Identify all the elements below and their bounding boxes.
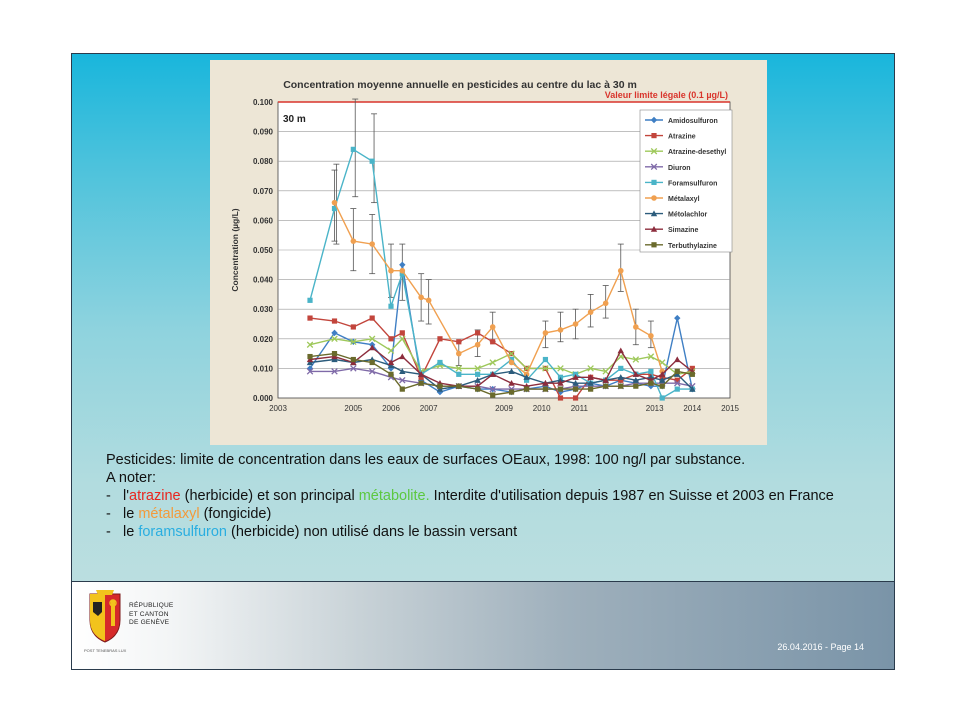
x-tick-label: 2007: [419, 404, 438, 413]
data-point-terbuthylazine: [370, 360, 375, 365]
notes-line-limit: Pesticides: limite de concentration dans les eaux de surfaces OEaux, 1998: 100 ng/l par substance.: [106, 452, 746, 468]
legend-label-atrazine-desethyl: Atrazine-desethyl: [668, 149, 727, 157]
data-point-foramsulfuron: [618, 366, 623, 371]
x-tick-label: 2013: [645, 404, 664, 413]
data-point-terbuthylazine: [475, 387, 480, 392]
y-tick-label: 0.100: [252, 98, 273, 107]
data-point-metalaxyl: [400, 268, 406, 274]
data-point-terbuthylazine: [633, 384, 638, 389]
y-tick-label: 0.020: [252, 334, 273, 344]
data-point-atrazine: [388, 336, 393, 341]
x-tick-label: 2006: [382, 404, 400, 413]
x-tick-label: 2003: [269, 404, 287, 413]
data-point-terbuthylazine: [351, 357, 356, 362]
highlight-atrazine: atrazine: [129, 488, 181, 504]
note-item-text: [123, 505, 271, 523]
y-tick-label: 0.030: [252, 305, 273, 315]
note-item-text: [123, 523, 517, 541]
data-point-foramsulfuron: [648, 369, 653, 374]
data-point-foramsulfuron: [351, 147, 356, 152]
data-point-atrazine: [400, 330, 405, 335]
data-point-atrazine: [490, 339, 495, 344]
footer: [72, 581, 894, 669]
note-text: (fongicide): [199, 506, 272, 522]
depth-label: 30 m: [283, 114, 306, 125]
legend-label-atrazine: Atrazine: [668, 133, 696, 141]
organization-name: [129, 602, 174, 628]
data-point-atrazine: [437, 336, 442, 341]
legend-label-terbuthylazine: Terbuthylazine: [668, 242, 717, 250]
x-tick-label: 2010: [532, 404, 551, 413]
data-point-foramsulfuron: [543, 357, 548, 362]
chart-title: Concentration moyenne annuelle en pesticides au centre du lac à 30 m: [283, 79, 637, 91]
data-point-metalaxyl: [369, 241, 375, 247]
x-tick-label: 2009: [495, 404, 513, 413]
pesticide-line-chart: [210, 60, 767, 445]
data-point-atrazine: [370, 315, 375, 320]
legend-marker-metalaxyl: [651, 195, 657, 201]
data-point-metalaxyl: [558, 327, 564, 333]
data-point-foramsulfuron: [475, 372, 480, 377]
legend-marker-atrazine: [651, 133, 656, 138]
y-tick-label: 0.090: [252, 127, 273, 137]
org-line: ET CANTON: [129, 610, 169, 618]
legend-label-metolachlor: Métolachlor: [668, 211, 708, 219]
data-point-terbuthylazine: [543, 387, 548, 392]
date-page-label: 26.04.2016 - Page 14: [777, 642, 864, 652]
note-item-metalaxyl: [106, 505, 876, 523]
data-point-atrazine: [351, 324, 356, 329]
note-text: Interdite d'utilisation depuis 1987 en Suisse et 2003 en France: [429, 488, 834, 504]
y-tick-label: 0.060: [252, 216, 273, 226]
data-point-foramsulfuron: [660, 395, 665, 400]
data-point-terbuthylazine: [660, 384, 665, 389]
y-tick-label: 0.050: [252, 246, 273, 255]
legend-label-amidosulfuron: Amidosulfuron: [668, 118, 718, 125]
data-point-metalaxyl: [648, 333, 654, 339]
note-text: le: [123, 524, 139, 540]
data-point-metalaxyl: [573, 321, 579, 327]
y-tick-label: 0.010: [252, 364, 273, 374]
data-point-foramsulfuron: [456, 372, 461, 377]
legend-label-metalaxyl: Métalaxyl: [668, 196, 700, 203]
legend-label-simazine: Simazine: [668, 227, 699, 235]
motto-text: POST TENEBRAS LUX: [84, 648, 127, 653]
data-point-metalaxyl: [332, 200, 338, 206]
y-tick-label: 0.070: [252, 186, 273, 196]
note-text: le: [123, 506, 139, 522]
data-point-terbuthylazine: [618, 384, 623, 389]
notes-line-heading: A noter:: [106, 470, 156, 486]
data-point-foramsulfuron: [388, 304, 393, 309]
bullet-dash: -: [106, 524, 111, 540]
slide: [71, 53, 895, 670]
data-point-terbuthylazine: [437, 384, 442, 389]
data-point-terbuthylazine: [490, 392, 495, 397]
data-point-atrazine: [307, 315, 312, 320]
data-point-terbuthylazine: [573, 387, 578, 392]
note-text: (herbicide) non utilisé dans le bassin versant: [226, 524, 518, 540]
highlight-metalaxyl: métalaxyl: [138, 506, 200, 522]
data-point-terbuthylazine: [558, 387, 563, 392]
data-point-terbuthylazine: [675, 369, 680, 374]
data-point-metalaxyl: [633, 324, 639, 330]
data-point-atrazine: [475, 330, 480, 335]
data-point-atrazine: [456, 339, 461, 344]
data-point-terbuthylazine: [603, 384, 608, 389]
data-point-metalaxyl: [388, 268, 394, 274]
highlight-metabolite: métabolite.: [358, 488, 430, 504]
data-point-terbuthylazine: [524, 387, 529, 392]
x-tick-label: 2011: [570, 404, 588, 413]
data-point-terbuthylazine: [588, 387, 593, 392]
org-line: RÉPUBLIQUE: [129, 602, 174, 609]
data-point-atrazine: [573, 395, 578, 400]
data-point-metalaxyl: [543, 330, 549, 336]
data-point-metalaxyl: [475, 342, 481, 348]
data-point-foramsulfuron: [370, 159, 375, 164]
y-tick-label: 0.040: [252, 275, 273, 285]
threshold-label: Valeur limite légale (0.1 µg/L): [604, 90, 728, 100]
bullet-dash: -: [106, 506, 111, 522]
data-point-terbuthylazine: [307, 354, 312, 359]
note-item-atrazine: [106, 487, 876, 505]
data-point-terbuthylazine: [388, 372, 393, 377]
data-point-metalaxyl: [456, 351, 462, 357]
x-tick-label: 2015: [721, 404, 739, 413]
bullet-dash: -: [106, 488, 111, 504]
data-point-metalaxyl: [588, 309, 594, 315]
data-point-metalaxyl: [490, 324, 496, 330]
note-text: l': [123, 488, 129, 504]
chart-panel: [210, 60, 767, 445]
x-tick-label: 2005: [344, 404, 363, 413]
note-item-text: [123, 487, 834, 505]
data-point-foramsulfuron: [437, 360, 442, 365]
data-point-metalaxyl: [509, 360, 515, 366]
legend-marker-terbuthylazine: [651, 242, 656, 247]
note-item-foramsulfuron: [106, 523, 876, 541]
data-point-metalaxyl: [418, 295, 424, 301]
data-point-terbuthylazine: [509, 389, 514, 394]
y-tick-label: 0.000: [252, 394, 273, 403]
legend-marker-foramsulfuron: [651, 180, 656, 185]
notes-text: [106, 451, 876, 541]
y-axis-label: Concentration (µg/L): [230, 208, 240, 292]
data-point-terbuthylazine: [456, 384, 461, 389]
org-line: DE GENÈVE: [129, 619, 170, 626]
data-point-metalaxyl: [426, 298, 432, 304]
legend-label-foramsulfuron: Foramsulfuron: [668, 180, 718, 188]
data-point-terbuthylazine: [648, 381, 653, 386]
x-tick-label: 2014: [683, 404, 702, 413]
data-point-terbuthylazine: [690, 372, 695, 377]
data-point-atrazine: [558, 395, 563, 400]
data-point-atrazine: [332, 318, 337, 323]
y-tick-label: 0.080: [252, 157, 273, 167]
data-point-terbuthylazine: [419, 381, 424, 386]
data-point-foramsulfuron: [675, 387, 680, 392]
highlight-foramsulfuron: foramsulfuron: [138, 524, 227, 540]
geneva-coat-of-arms-logo: [84, 590, 126, 646]
data-point-metalaxyl: [351, 238, 357, 244]
data-point-metalaxyl: [618, 268, 624, 274]
data-point-terbuthylazine: [400, 387, 405, 392]
legend-label-diuron: Diuron: [668, 164, 691, 172]
note-text: (herbicide) et son principal: [180, 488, 359, 504]
data-point-metalaxyl: [603, 300, 609, 306]
data-point-terbuthylazine: [332, 351, 337, 356]
data-point-foramsulfuron: [307, 298, 312, 303]
